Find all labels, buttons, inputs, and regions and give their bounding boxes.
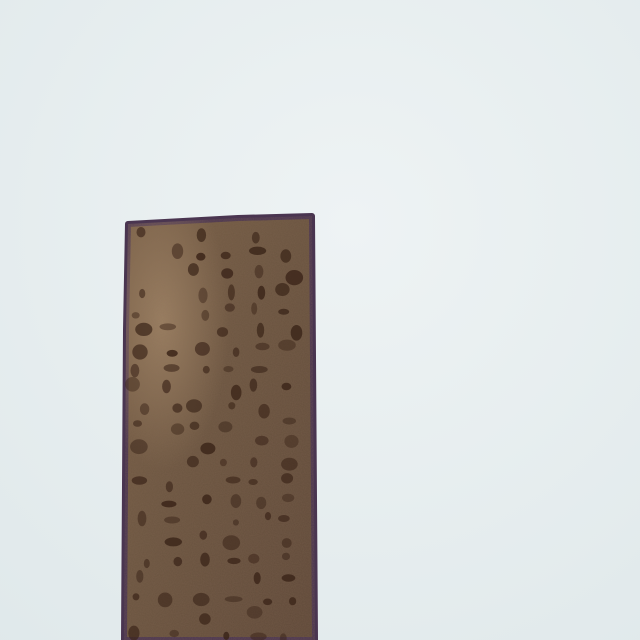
rust-spot	[218, 421, 232, 432]
rust-spot	[125, 377, 140, 392]
rust-spot	[281, 473, 293, 483]
rust-spot	[161, 501, 176, 508]
rust-spot	[282, 553, 290, 560]
rust-spot	[233, 347, 240, 357]
rust-spot	[282, 383, 292, 391]
rust-spot	[199, 613, 211, 624]
rust-spot	[251, 303, 257, 315]
rust-spot	[171, 423, 184, 434]
rust-spot	[203, 366, 210, 374]
rust-spot	[187, 456, 199, 467]
rust-spot	[247, 606, 263, 619]
rust-spot	[282, 494, 294, 502]
rust-spot	[291, 325, 303, 341]
rust-spot	[282, 538, 292, 548]
rust-spot	[164, 517, 180, 524]
rust-spot	[281, 458, 298, 471]
rust-spot	[166, 481, 173, 492]
rust-spot	[221, 252, 231, 260]
rust-spot	[228, 284, 235, 300]
rust-spot	[200, 443, 215, 455]
rust-spot	[265, 512, 271, 520]
rust-spot	[132, 476, 147, 485]
rust-spot	[258, 286, 266, 300]
rust-spot	[223, 366, 233, 372]
rust-spot	[200, 531, 208, 540]
rust-spot	[196, 253, 205, 261]
rust-spot	[225, 303, 235, 311]
rust-spot	[172, 243, 183, 259]
rusted-metal-strip	[118, 210, 324, 640]
rust-spot	[186, 399, 202, 412]
rust-spot	[139, 289, 145, 298]
rust-spot	[286, 270, 304, 285]
rust-spot	[252, 232, 260, 244]
rust-spot	[138, 511, 147, 526]
rust-spot	[188, 263, 199, 276]
rust-spot	[278, 515, 290, 522]
rust-spot	[250, 457, 257, 467]
rust-spot	[221, 268, 233, 278]
rust-spot	[228, 402, 235, 409]
rust-spot	[283, 418, 296, 425]
rust-spot	[135, 323, 152, 336]
rust-spot	[195, 342, 210, 356]
rust-spot	[133, 420, 142, 427]
rust-spot	[280, 249, 291, 263]
rust-spot	[278, 340, 296, 351]
rust-spot	[160, 323, 177, 330]
rust-spot	[174, 557, 183, 566]
rust-spot	[172, 403, 182, 412]
rust-spot	[226, 477, 241, 484]
rust-spot	[223, 535, 241, 550]
rust-spot	[193, 593, 210, 606]
rust-spot	[131, 364, 140, 377]
rust-spot	[220, 459, 227, 466]
rust-spot	[255, 436, 269, 446]
rust-spot	[258, 404, 269, 419]
rust-spot	[251, 366, 268, 373]
rust-spot	[200, 553, 210, 567]
rust-spot	[248, 554, 259, 564]
rust-spot	[257, 323, 264, 338]
rust-spot	[128, 626, 139, 640]
rust-spot	[231, 494, 242, 508]
rust-spot	[225, 596, 243, 602]
rust-spot	[133, 593, 140, 600]
rust-spot	[130, 439, 148, 454]
rust-spot	[132, 312, 140, 318]
rust-spot	[197, 228, 206, 242]
rust-spot	[256, 497, 266, 509]
rust-spot	[278, 309, 289, 315]
rust-spot	[190, 422, 200, 430]
rust-spot	[275, 283, 289, 296]
rust-spot	[136, 570, 143, 583]
rust-spot	[198, 288, 207, 304]
rust-spot	[217, 327, 228, 337]
rust-spot	[249, 247, 266, 255]
rust-spot	[248, 479, 257, 485]
rust-spot	[202, 494, 212, 504]
rust-spot	[254, 572, 261, 584]
rust-spot	[132, 344, 147, 359]
rust-spot	[250, 379, 258, 392]
rust-spot	[263, 599, 272, 606]
rust-spot	[140, 403, 149, 415]
rust-spot	[169, 630, 179, 637]
rust-spot	[233, 519, 239, 525]
rust-spot	[223, 632, 229, 640]
rust-spot	[137, 227, 146, 237]
rust-spot	[158, 593, 173, 608]
rust-spot	[164, 364, 180, 372]
rust-spot	[284, 435, 298, 448]
rust-spot	[231, 385, 242, 400]
rust-spot	[255, 343, 269, 351]
rust-spot	[162, 380, 171, 393]
rust-spot	[167, 350, 178, 357]
rust-spot	[144, 559, 150, 568]
rust-spot	[227, 558, 240, 564]
rust-spot	[282, 574, 296, 581]
rust-spot	[289, 597, 296, 605]
rust-spot	[165, 537, 182, 546]
rust-spot	[201, 310, 209, 321]
rust-spot	[255, 265, 264, 278]
